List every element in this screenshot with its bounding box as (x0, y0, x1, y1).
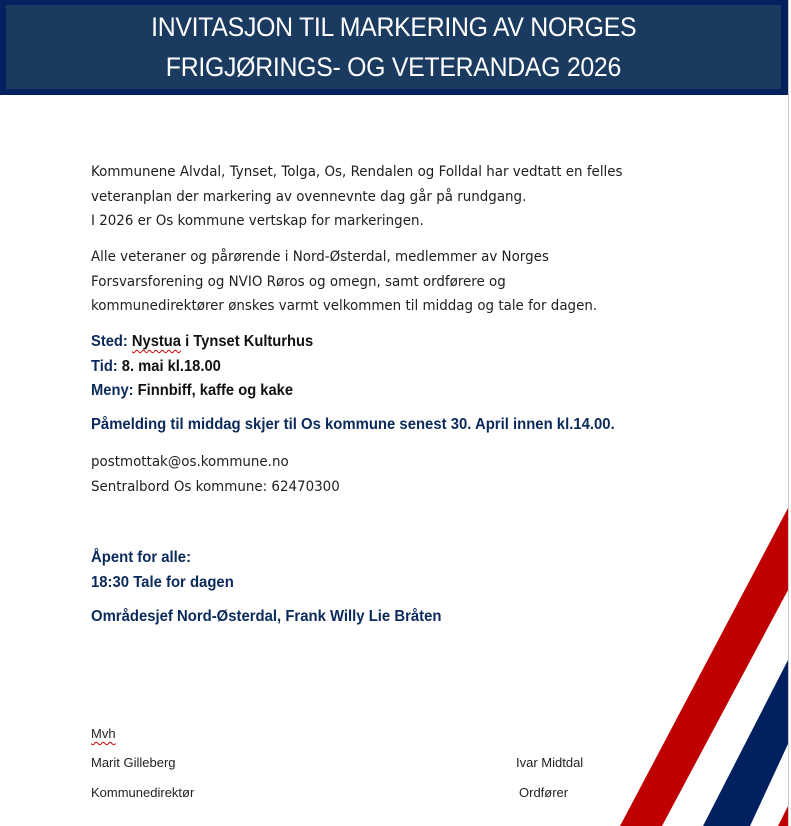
time-value: 8. mai kl.18.00 (117, 357, 221, 375)
place-value-spellcheck: Nystua (131, 333, 181, 350)
time-label: Tid: (91, 357, 118, 375)
contact-block (91, 450, 661, 499)
signature-right-title: Ordfører (519, 785, 569, 800)
title-banner (0, 0, 788, 95)
page-edge (788, 0, 789, 826)
signup-deadline: Påmelding til middag skjer til Os kommune senest 30. April innen kl.14.00. (91, 416, 615, 433)
invitees-line-3: kommunedirektører ønskes varmt velkommen til middag og tale for dagen. (91, 297, 598, 314)
invitees-line-1: Alle veteraner og pårørende i Nord-Østerdal, medlemmer av Norges (91, 248, 549, 265)
menu-value: Finnbiff, kaffe og kake (133, 382, 294, 399)
invitees-line-2: Forsvarsforening og NVIO Røros og omegn, samt ordførere og (91, 272, 506, 290)
place-row (91, 330, 661, 355)
public-event-program: 18:30 Tale for dagen (91, 574, 234, 591)
signature-left-title: Kommunedirektør (91, 785, 195, 800)
signature-right-name: Ivar Midtdal (516, 755, 584, 770)
signature-greeting: Mvh (91, 726, 116, 741)
red-stripe-corner (778, 806, 788, 826)
menu-row (91, 379, 661, 404)
blue-stripe (703, 660, 788, 826)
intro-line-2: veteranplan der markering av ovennevnte dag går på rundgang. (91, 187, 527, 205)
event-details (91, 330, 661, 404)
intro-paragraph (91, 160, 661, 234)
place-value: i Tynset Kulturhus (180, 333, 314, 350)
contact-phone: Sentralbord Os kommune: 62470300 (91, 477, 340, 495)
title-line-2: FRIGJØRINGS- OG VETERANDAG 2026 (165, 52, 622, 82)
intro-line-3: I 2026 er Os kommune vertskap for markeringen. (91, 212, 424, 229)
title-line-1: INVITASJON TIL MARKERING AV NORGES (150, 12, 637, 42)
red-stripe (620, 508, 788, 826)
intro-line-1: Kommunene Alvdal, Tynset, Tolga, Os, Rendalen og Folldal har vedtatt en felles (91, 163, 623, 180)
public-event-heading: Åpent for alle: (91, 549, 192, 566)
invitees-paragraph (91, 245, 661, 319)
signature-left-name: Marit Gilleberg (91, 755, 176, 770)
contact-email[interactable]: postmottak@os.kommune.no (91, 453, 289, 470)
speaker-line: Områdesjef Nord-Østerdal, Frank Willy Lie Bråten (91, 608, 442, 625)
title-banner-inner (6, 5, 781, 89)
place-label: Sted: (91, 333, 128, 350)
public-event (91, 545, 234, 595)
menu-label: Meny: (91, 382, 134, 399)
time-row (91, 355, 661, 380)
